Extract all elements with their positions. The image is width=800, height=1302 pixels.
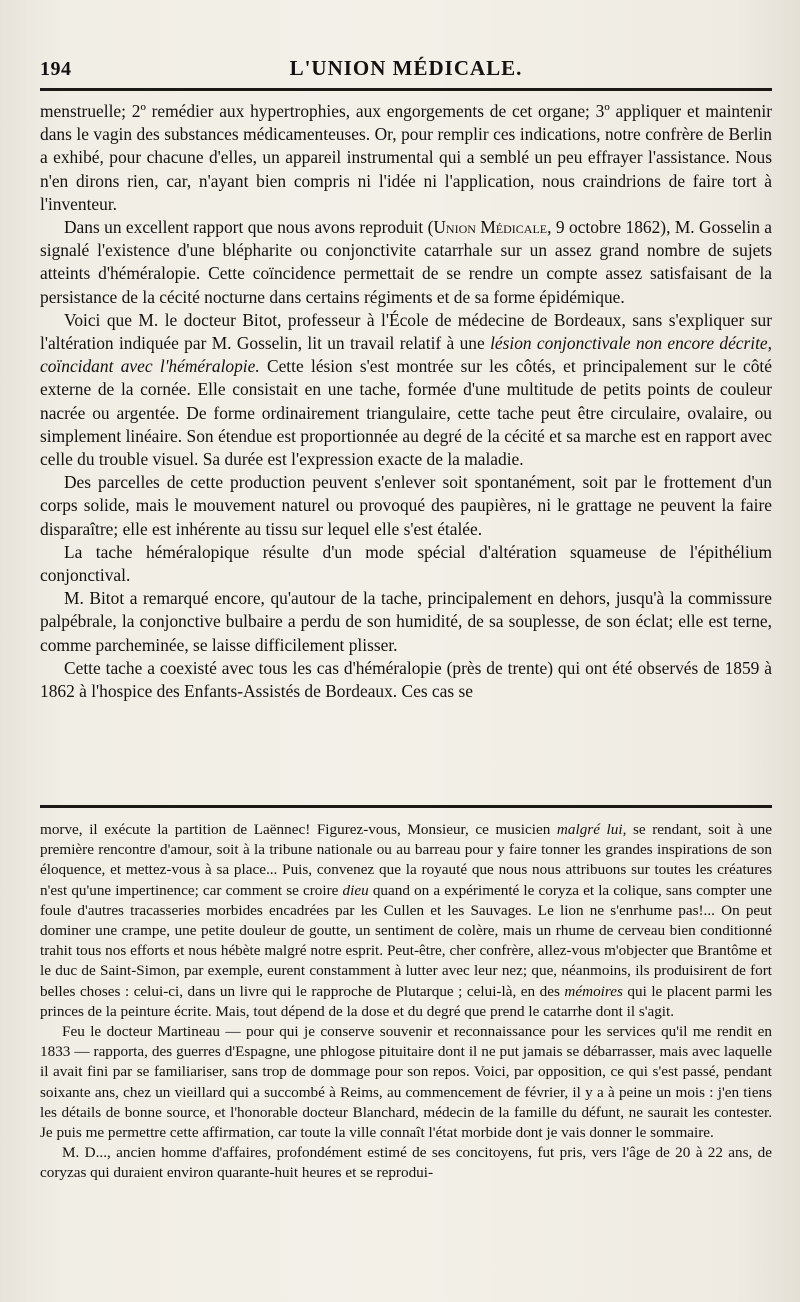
feuilleton-section bbox=[40, 820, 772, 1184]
feuilleton-divider bbox=[40, 805, 772, 808]
paragraph: Cette tache a coexisté avec tous les cas d'héméralopie (près de trente) qui ont été observés de 1859 à 1862 à l'hospice des Enfants-Assistés de Bordeaux. Ces cas se bbox=[40, 657, 772, 702]
page-number: 194 bbox=[40, 58, 72, 80]
paragraph: Feu le docteur Martineau — pour qui je conserve souvenir et reconnaissance pour les services qu'il me rendit en 1833 — rapporta, des guerres d'Espagne, une phlogose pituitaire dont il ne put jamais se débarrasser, mais avec laquelle il avait fini par se familiariser, sans trop de dommage pour son repos. Voici, par opposition, ce qui s'est passé, pendant soixante ans, chez un vieillard qui a succombé à Reims, au commencement de février, il y a à peine un mois : j'en tiens les détails de bonne source, et l'honorable docteur Blanchard, médecin de la famille du défunt, ne saurait les contester. Je puis me permettre cette affirmation, car toute la ville connaît l'état morbide dont je vais donner le sommaire. bbox=[40, 1023, 772, 1142]
paragraph: morve, il exécute la partition de Laënnec! Figurez-vous, Monsieur, ce musicien malgré lui, se rendant, soit à une première rencontre d'amour, soit à la tribune nationale ou au barreau pour y faire tonner les grandes inspirations de son éloquence, et mettez-vous à sa place... Puis, convenez que la royauté que nous nous attribuons sur toutes les créatures n'est qu'une impertinence; car comment se croire dieu quand on a expérimenté le coryza et la colique, sans compter une foule d'autres tracasseries morbides encadrées par les Cullen et les Sauvages. Le lion ne s'enrhume pas!... On peut dominer une crampe, une petite douleur de goutte, un sentiment de colère, mais un rhume de cerveau bien conditionné trahit tous nos efforts et nous hébète malgré notre esprit. Peut-être, cher confrère, allez-vous m'objecter que Brantôme et le duc de Saint-Simon, par exemple, eurent constamment à lutter avec leur nez; que, néanmoins, ils produisirent de fort belles choses : celui-ci, dans un livre qui le rapproche de Plutarque ; celui-là, en des mémoires qui le placent parmi les princes de la peinture écrite. Mais, tout dépend de la dose et du degré que prend le catarrhe dont il s'agit. bbox=[40, 821, 773, 1020]
paragraph: M. Bitot a remarqué encore, qu'autour de la tache, principalement en dehors, jusqu'à la commissure palpébrale, la conjonctive bulbaire a perdu de son humidité, de sa souplesse, de son éclat; elle est terne, comme parcheminée, se laisse difficilement plisser. bbox=[40, 588, 772, 655]
paragraph: Dans un excellent rapport que nous avons reproduit (Union Médicale, 9 octobre 1862), M. Gosselin a signalé l'existence d'une blépharite ou conjonctivite catarrhale sur un assez grand nombre de sujets atteints d'héméralopie. Cette coïncidence permettait de se rendre un compte assez satisfaisant de la persistance de la cécité nocturne dans certains régiments et de sa forme épidémique. bbox=[40, 217, 773, 307]
paragraph: Voici que M. le docteur Bitot, professeur à l'École de médecine de Bordeaux, sans s'expliquer sur l'altération indiquée par M. Gosselin, lit un travail relatif à une lésion conjonctivale non encore décrite, coïncidant avec l'héméralopie. Cette lésion s'est montrée sur les côtés, et principalement sur le côté externe de la cornée. Elle consistait en une tache, formée d'une multitude de petits points de couleur nacrée ou argentée. De forme ordinairement triangulaire, cette tache peut être circulaire, ovalaire, ou simplement linéaire. Son étendue est proportionnée au degré de la cécité et sa marche est en rapport avec celle du trouble visuel. Sa durée est l'expression exacte de la maladie. bbox=[40, 309, 772, 470]
italic-title: lésion conjonctivale non encore décrite, coïncidant avec l'héméralopie. bbox=[40, 333, 772, 377]
header-rule bbox=[40, 88, 772, 91]
page-header bbox=[40, 0, 772, 90]
paragraph: Des parcelles de cette production peuvent s'enlever soit spontanément, soit par le frottement d'un corps solide, mais le mouvement naturel ou provoqué des paupières, ni le grattage ne peuvent la faire disparaître; elle est inhérente au tissu sur lequel elle s'est étalée. bbox=[40, 472, 772, 539]
paragraph: M. D..., ancien homme d'affaires, profondément estimé de ses concitoyens, fut pris, vers l'âge de 20 à 22 ans, de coryzas qui duraient environ quarante-huit heures et se reprodui- bbox=[40, 1144, 772, 1182]
paragraph: menstruelle; 2º remédier aux hypertrophies, aux engorgements de cet organe; 3º appliquer et maintenir dans le vagin des substances médicamenteuses. Or, pour remplir ces indications, notre confrère de Berlin a exhibé, pour chacune d'elles, un appareil instrumental qui a semblé un peu effrayer l'assistance. Nous n'en dirons rien, car, n'ayant bien compris ni l'idée ni l'application, nous craindrions de faire tort à l'inventeur. bbox=[40, 101, 772, 214]
paragraph: La tache héméralopique résulte d'un mode spécial d'altération squameuse de l'épithélium conjonctival. bbox=[40, 541, 772, 586]
main-article bbox=[40, 100, 772, 703]
journal-title: L'UNION MÉDICALE. bbox=[289, 56, 523, 80]
journal-reference: Union Médicale bbox=[433, 217, 548, 238]
